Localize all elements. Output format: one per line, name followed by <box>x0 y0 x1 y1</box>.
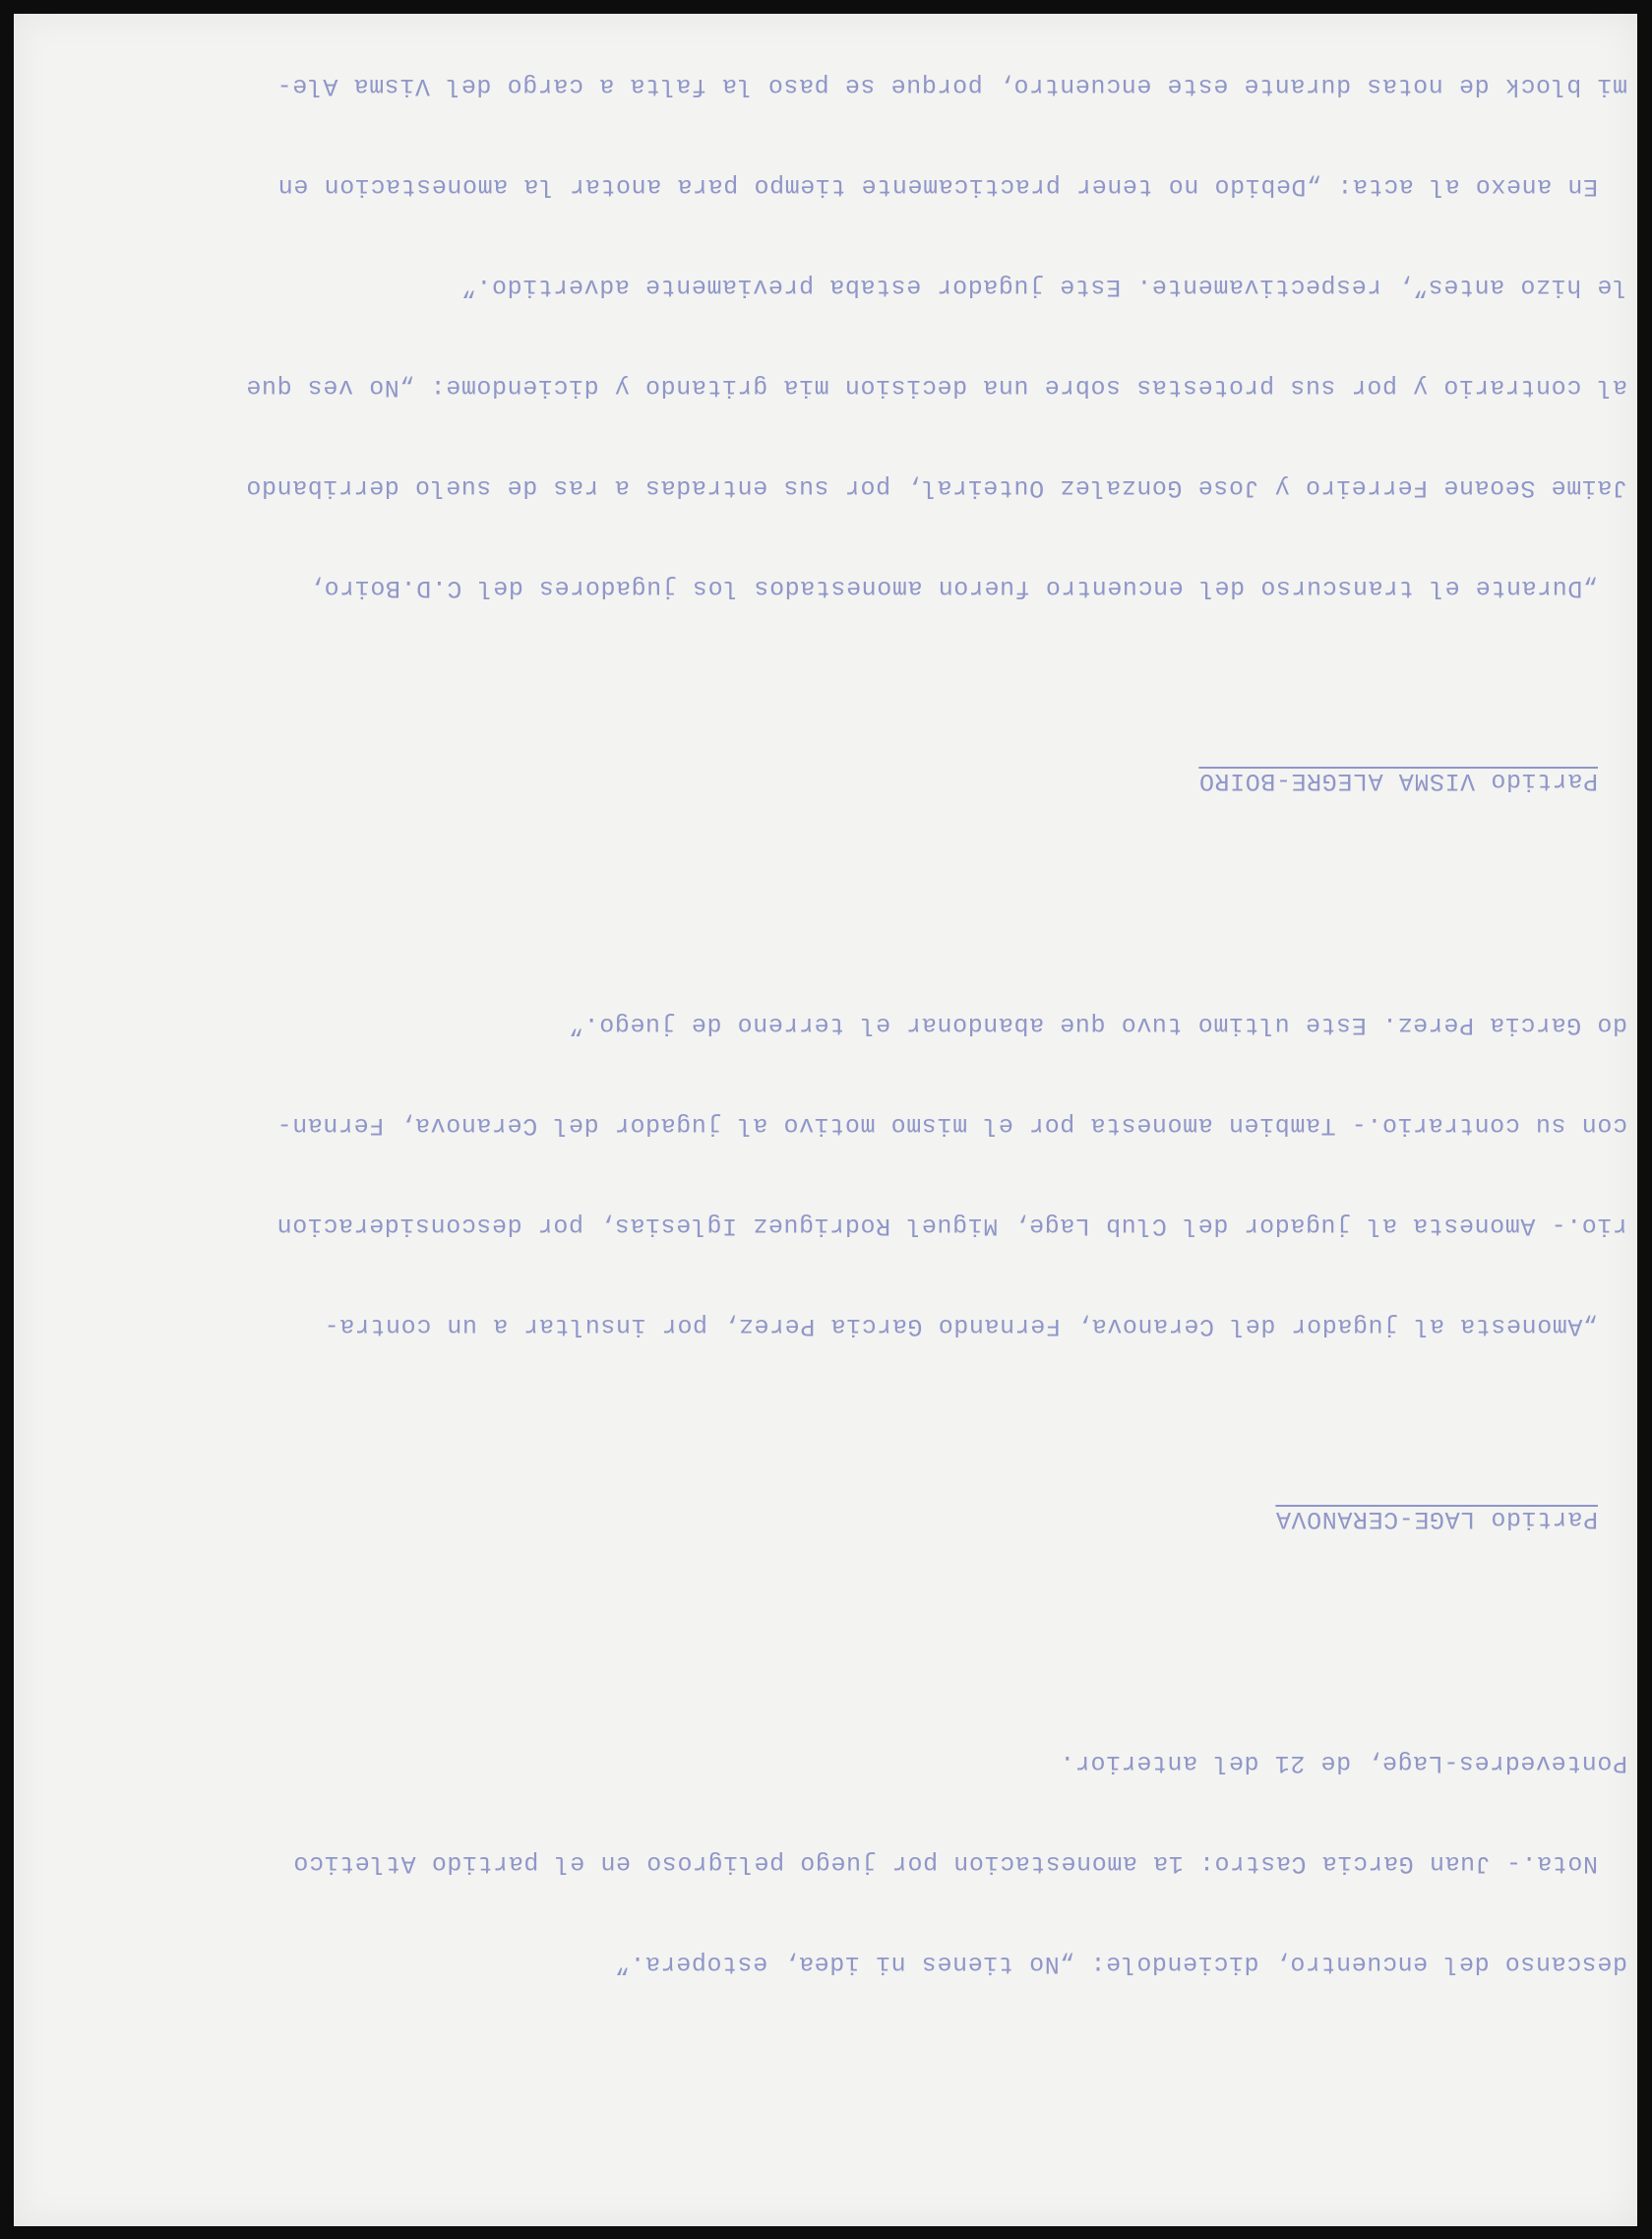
text-line: mi block de notas durante este encuentro, porque se paso la falta a cargo del Visma Ale- <box>275 72 1627 100</box>
text-line: le hizo antes”, respectivamente. Este jugador estaba previamente advertido.” <box>460 273 1627 301</box>
section-heading: Partido LAGE-CERANOVA <box>1275 1505 1598 1533</box>
text-line: con su contrario.- Tambien amonesta por el mismo motivo al jugador del Ceranova, Fernan- <box>275 1111 1627 1140</box>
text-line <box>161 0 1627 2</box>
text-line: Pontevedres-Lage, de 21 del anterior. <box>1059 1749 1627 1777</box>
text-line: al contrario y por sus protestas sobre una decision mia gritando y diciendome: „No ves que <box>245 373 1627 402</box>
section-heading: Partido VISMA ALEGRE-BOIRO <box>1198 767 1598 795</box>
text-line: „Durante el transcurso del encuentro fueron amonestados los jugadores del C.D.Boiro, <box>308 574 1598 602</box>
mirrored-typewritten-text <box>161 72 1627 2081</box>
text-line: rio.- Amonesta al jugador del Club Lage, Miguel Rodriguez Iglesias, por desconsideracion <box>275 1212 1627 1240</box>
document-page <box>14 14 1637 2226</box>
text-line: Nota.- Juan Garcia Castro: 1a amonestacion por juego peligroso en el partido Atletico <box>292 1849 1598 1878</box>
text-line: descanso del encuentro, diciendole: „No tienes ni idea, estopera.” <box>614 1950 1627 1978</box>
text-line: „Amonesta al jugador del Ceranova, Fernando Garcia Perez, por insultar a un contra- <box>323 1312 1598 1340</box>
text-line: Jaime Seoane Ferreiro y Jose Gonzalez Outeiral, por sus entradas a ras de suelo derribando <box>245 473 1627 502</box>
text-line: do Garcia Perez. Este ultimo tuvo que abandonar el terreno de juego.” <box>568 1011 1627 1039</box>
text-line: En anexo al acta: „Debido no tener practicamente tiempo para anotar la amonestacion en <box>277 172 1598 201</box>
